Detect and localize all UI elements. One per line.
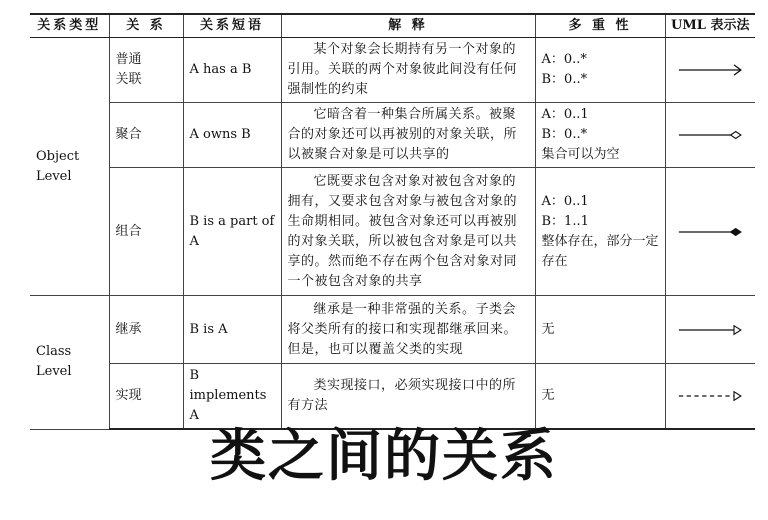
header-explanation: 解 释 (281, 14, 535, 38)
table-header-row (30, 14, 755, 38)
solid-line-open-arrow-icon (672, 57, 750, 83)
table-row (30, 38, 755, 103)
solid-line-filled-diamond-icon (672, 219, 750, 245)
phrase-cell: B is A (183, 296, 281, 364)
header-multiplicity: 多 重 性 (535, 14, 665, 38)
explanation-cell: 某个对象会长期持有另一个对象的引用。关联的两个对象彼此间没有任何强制性的约束 (281, 38, 535, 103)
explanation-cell: 它既要求包含对象对被包含对象的拥有，又要求包含对象与被包含对象的生命期相同。被包含对象还可以再被别的对象关联，所以被包含对象是可以共享的。然而绝不存在两个包含对象对同一个被包含对象的共享 (281, 168, 535, 296)
explanation-cell: 它暗含着一种集合所属关系。被聚合的对象还可以再被别的对象关联，所以被聚合对象是可以共享的 (281, 103, 535, 168)
multiplicity-cell: A：0..1 B：1..1 整体存在，部分一定存在 (535, 168, 665, 296)
relation-cell: 聚合 (109, 103, 183, 168)
multiplicity-cell: A：0..* B：0..* (535, 38, 665, 103)
explanation-cell: 继承是一种非常强的关系。子类会将父类所有的接口和实现都继承回来。但是，也可以覆盖父类的实现 (281, 296, 535, 364)
header-relation: 关 系 (109, 14, 183, 38)
phrase-cell: B implements A (183, 364, 281, 430)
dashed-line-hollow-triangle-icon (672, 383, 750, 409)
header-phrase: 关系短语 (183, 14, 281, 38)
relations-table (30, 13, 755, 430)
relation-cell: 普通 关联 (109, 38, 183, 103)
multiplicity-cell: A：0..1 B：0..* 集合可以为空 (535, 103, 665, 168)
header-category: 关系类型 (30, 14, 109, 38)
relation-cell: 继承 (109, 296, 183, 364)
table-row (30, 364, 755, 430)
relations-table-sheet (30, 13, 755, 423)
solid-line-hollow-triangle-icon (672, 317, 750, 343)
relation-cell: 实现 (109, 364, 183, 430)
table-row (30, 296, 755, 364)
header-uml: UML 表示法 (665, 14, 755, 38)
phrase-cell: B is a part of A (183, 168, 281, 296)
multiplicity-cell: 无 (535, 296, 665, 364)
class-level-label: Class Level (30, 296, 109, 430)
multiplicity-cell: 无 (535, 364, 665, 430)
uml-cell (665, 38, 755, 103)
table-row (30, 103, 755, 168)
solid-line-hollow-diamond-icon (672, 122, 750, 148)
relation-cell: 组合 (109, 168, 183, 296)
phrase-cell: A has a B (183, 38, 281, 103)
uml-cell (665, 296, 755, 364)
explanation-cell: 类实现接口，必须实现接口中的所有方法 (281, 364, 535, 430)
uml-cell (665, 364, 755, 430)
uml-cell (665, 103, 755, 168)
uml-cell (665, 168, 755, 296)
phrase-cell: A owns B (183, 103, 281, 168)
object-level-label: Object Level (30, 38, 109, 296)
table-row (30, 168, 755, 296)
page-caption: 类之间的关系 (210, 424, 558, 489)
